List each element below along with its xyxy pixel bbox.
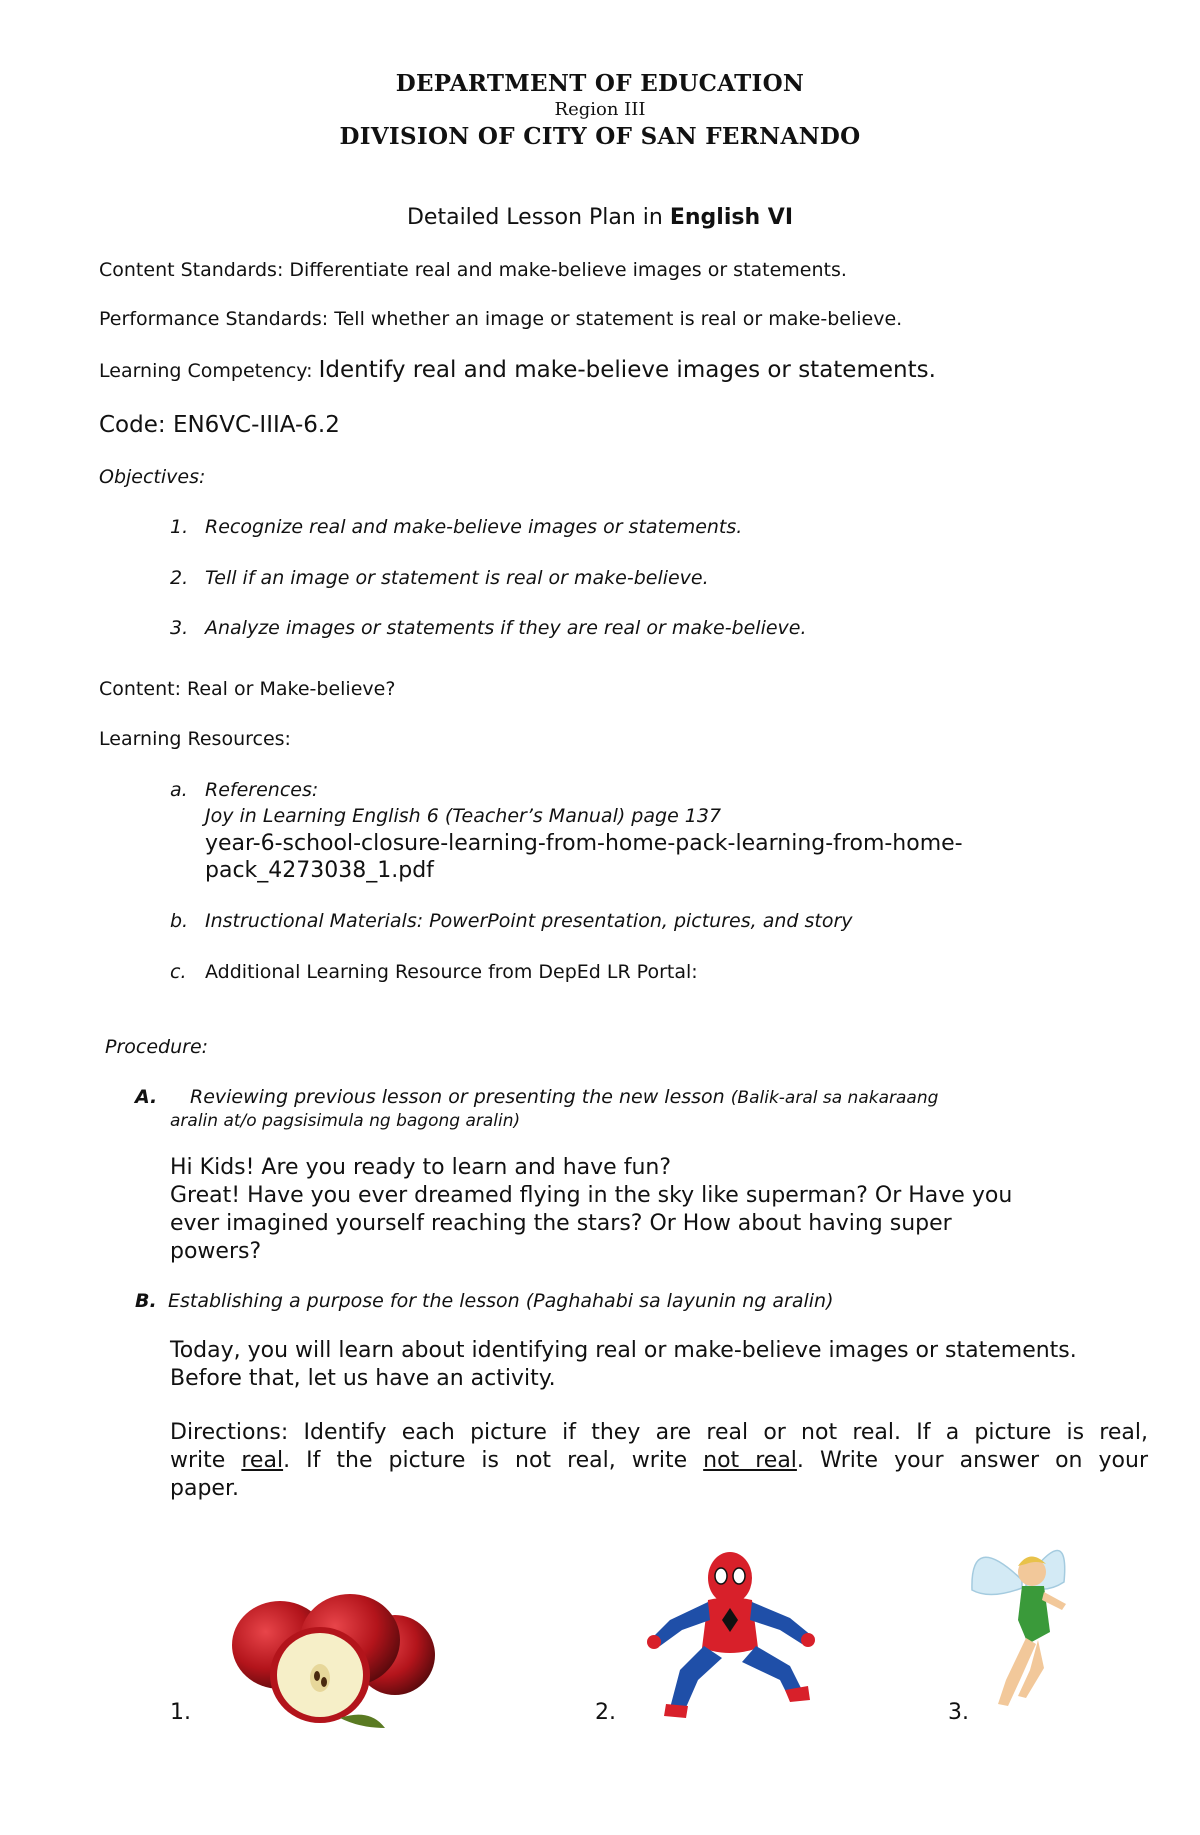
resource-a-ref2-line1: year-6-school-closure-learning-from-home-pack-learning-from-home-: [205, 831, 963, 856]
objective-item: [170, 617, 807, 639]
resource-a-ref1: Joy in Learning English 6 (Teacher’s Manual) page 137: [205, 805, 722, 827]
learning-resources-label: Learning Resources:: [99, 728, 291, 750]
apple-core: [310, 1664, 330, 1692]
lesson-subject: English VI: [669, 205, 794, 230]
objectives-label: Objectives:: [99, 466, 206, 488]
resource-a-letter: a.: [170, 779, 188, 801]
spiderman-hand: [801, 1633, 815, 1647]
procedure-b-title: Establishing a purpose for the lesson (Paghahabi sa layunin ng aralin): [168, 1290, 834, 1312]
directions-answer-real: real: [241, 1448, 284, 1473]
directions-line-2: [170, 1448, 1148, 1473]
resource-c-text: Additional Learning Resource from DepEd LR Portal:: [205, 961, 698, 983]
fairy-wing: [972, 1557, 1022, 1594]
objective-number: 3.: [170, 617, 189, 639]
fairy-picture: [960, 1520, 1080, 1720]
resource-c-letter: c.: [170, 961, 187, 983]
spiderman-boot: [664, 1704, 688, 1718]
procedure-a-line: ever imagined yourself reaching the stars? Or How about having super: [170, 1211, 952, 1236]
objective-item: [170, 567, 709, 589]
procedure-b-line: Today, you will learn about identifying real or make-believe images or statements.: [170, 1338, 1077, 1363]
resource-a-ref2-line2: pack_4273038_1.pdf: [205, 858, 434, 883]
content-standards: [99, 259, 847, 281]
directions-line-1: Directions: Identify each picture if they are real or not real. If a picture is real,: [170, 1420, 1148, 1445]
fairy-image: [960, 1520, 1080, 1720]
lesson-title-prefix: Detailed Lesson Plan in: [406, 205, 670, 230]
performance-standards: [99, 308, 902, 330]
objective-text: Recognize real and make-believe images or statements.: [205, 516, 743, 538]
directions-text: write: [170, 1448, 242, 1473]
division-heading: DIVISION OF CITY OF SAN FERNANDO: [339, 123, 861, 150]
learning-competency-label: Learning Competency:: [99, 360, 319, 382]
procedure-a-line: Great! Have you ever dreamed flying in the sky like superman? Or Have you: [170, 1183, 1013, 1208]
spiderman-eye: [715, 1568, 727, 1584]
objective-text: Tell if an image or statement is real or make-believe.: [205, 567, 709, 589]
spiderman-left-leg: [670, 1646, 722, 1712]
objective-text: Analyze images or statements if they are real or make-believe.: [205, 617, 807, 639]
apple-seed: [314, 1671, 320, 1681]
apples-picture: [220, 1590, 440, 1730]
spiderman-picture: [630, 1540, 830, 1730]
performance-standards-label: Performance Standards:: [99, 308, 335, 330]
resource-b-text: Instructional Materials: PowerPoint presentation, pictures, and story: [205, 910, 853, 932]
department-heading: DEPARTMENT OF EDUCATION: [395, 70, 805, 97]
objective-number: 1.: [170, 516, 189, 538]
directions-text: . Write your answer on your: [796, 1448, 1148, 1473]
content-standards-text: Differentiate real and make-believe images or statements.: [289, 259, 847, 281]
code-line: Code: EN6VC-IIIA-6.2: [99, 412, 340, 438]
procedure-b-letter: B.: [135, 1290, 157, 1312]
leaf-icon: [340, 1715, 385, 1728]
resource-b-letter: b.: [170, 910, 189, 932]
procedure-a-title-fil-2: aralin at/o pagsisimula ng bagong aralin): [170, 1111, 521, 1131]
procedure-a-line: Hi Kids! Are you ready to learn and have fun?: [170, 1155, 672, 1180]
picture-number-2: 2.: [595, 1700, 616, 1725]
directions-text: . If the picture is not real, write: [283, 1448, 704, 1473]
procedure-b-line: Before that, let us have an activity.: [170, 1366, 556, 1391]
procedure-a-letter: A.: [135, 1086, 158, 1108]
spiderman-hand: [647, 1635, 661, 1649]
learning-competency: [99, 357, 936, 383]
directions-line-3: paper.: [170, 1476, 239, 1501]
picture-number-3: 3.: [948, 1700, 969, 1725]
performance-standards-text: Tell whether an image or statement is real or make-believe.: [334, 308, 903, 330]
procedure-a-title-en: Reviewing previous lesson or presenting the new lesson: [190, 1086, 731, 1108]
procedure-a-line: powers?: [170, 1239, 262, 1264]
directions-answer-not-real: not real: [703, 1448, 797, 1473]
procedure-a-title: [190, 1086, 938, 1108]
procedure-label: Procedure:: [105, 1036, 209, 1058]
procedure-a-title-fil: (Balik-aral sa nakaraang: [730, 1088, 939, 1108]
region-label: Region III: [554, 99, 646, 120]
apple-seed: [321, 1677, 327, 1687]
objective-number: 2.: [170, 567, 189, 589]
apples-image: [220, 1590, 440, 1730]
content-standards-label: Content Standards:: [99, 259, 290, 281]
resource-a-label: References:: [205, 779, 319, 801]
picture-number-1: 1.: [170, 1700, 191, 1725]
learning-competency-text: Identify real and make-believe images or statements.: [318, 357, 936, 383]
objective-item: [170, 516, 742, 538]
lesson-title: [0, 205, 1200, 230]
spiderman-eye: [733, 1568, 745, 1584]
content-line: Content: Real or Make-believe?: [99, 678, 396, 700]
spiderman-image: [630, 1540, 830, 1730]
